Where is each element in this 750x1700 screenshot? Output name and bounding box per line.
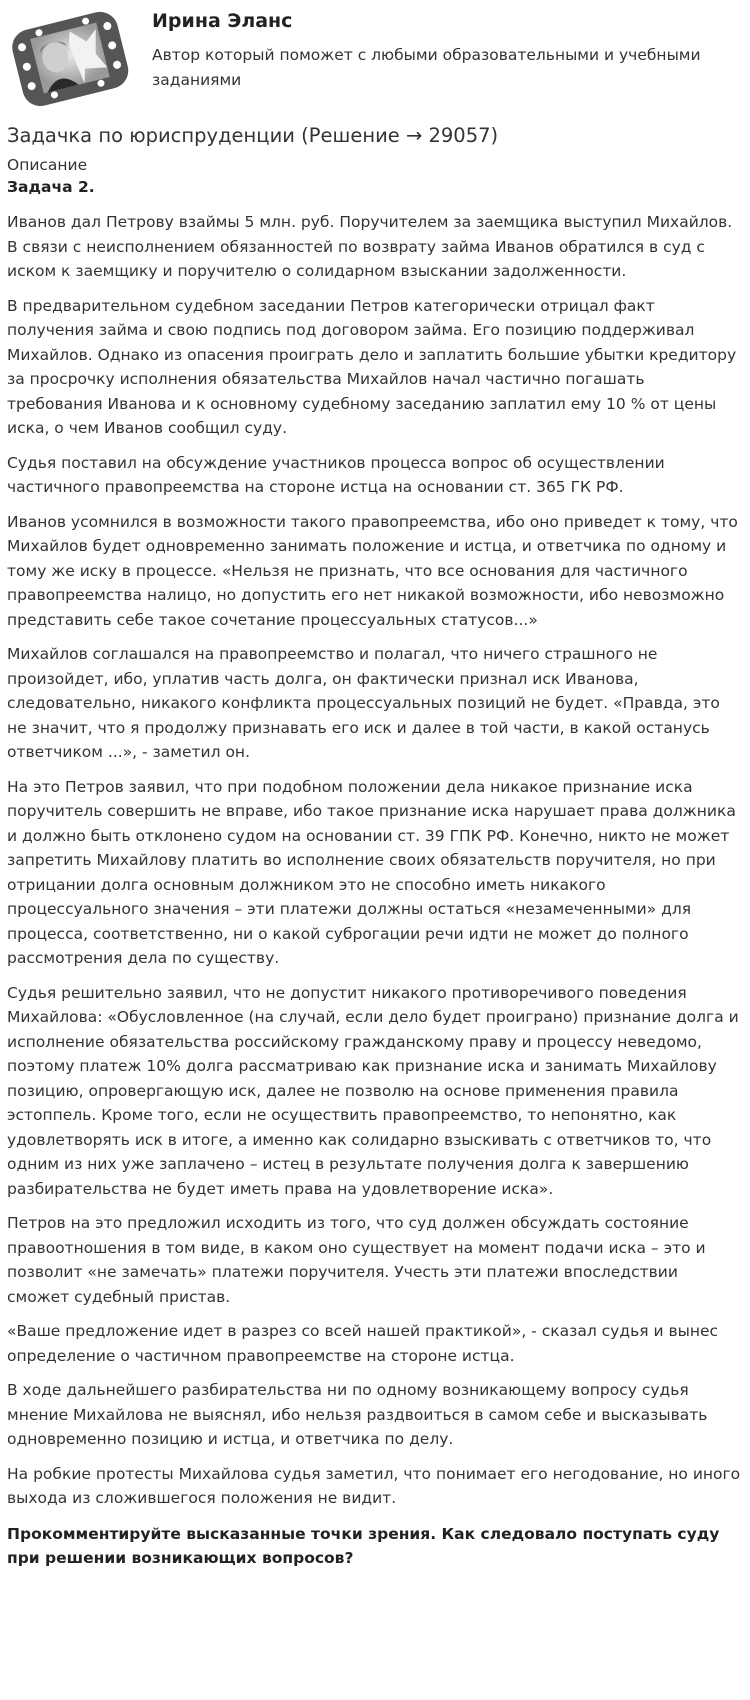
paragraph: Судья решительно заявил, что не допустит никакого противоречивого поведения Михайлова: «Обусловленное (на случай, если дело будет проиграно) признание долга и исполнение обязательства российскому гражданскому праву и процессу неведомо, поэтому платеж 10% долга рассматриваю как признание иска и занимать Михайлову позицию, опровергающую иск, далее не позволю на основе применения правила эстоппель. Кроме того, если не осуществить правопреемство, то непонятно, как удовлетворять иск в итоге, а именно как солидарно взыскивать с ответчиков то, что одним из них уже заплачено – истец в результате получения долга к завершению разбирательства не будет иметь права на удовлетворение иска».: [7, 983, 739, 1198]
task-heading: Задача 2.: [7, 178, 95, 196]
author-name[interactable]: Ирина Эланс: [152, 10, 293, 32]
paragraph: На робкие протесты Михайлова судья заметил, что понимает его негодование, но иного выхода из сложившегося положения не видит.: [7, 1464, 741, 1507]
paragraph: В предварительном судебном заседании Петров категорически отрицал факт получения займа и свою подпись под договором займа. Его позицию поддерживал Михайлов. Однако из опасения проиграть дело и заплатить большие убытки кредитору за просрочку исполнения обязательства Михайлов начал частично погашать требования Иванова и к основному судебному заседанию заплатил ему 10 % от цены иска, о чем Иванов сообщил суду.: [7, 296, 737, 437]
author-avatar[interactable]: [6, 6, 134, 110]
paragraph: На это Петров заявил, что при подобном положении дела никакое признание иска поручитель совершить не вправе, ибо такое признание иска нарушает права должника и должно быть отклонено судом на основании ст. 39 ГПК РФ. Конечно, никто не может запретить Михайлову платить во исполнение своих обязательств поручителя, но при отрицании долга основным должником это не способно иметь никакого процессуального значения – эти платежи должны остаться «незамеченными» для процесса, соответственно, ни о какой суброгации речи идти не может до полного рассмотрения дела по существу.: [7, 777, 736, 967]
paragraph: Судья поставил на обсуждение участников процесса вопрос об осуществлении частичного правопреемства на стороне истца на основании ст. 365 ГК РФ.: [7, 453, 665, 496]
author-card: [0, 0, 750, 118]
paragraph: Иванов усомнился в возможности такого правопреемства, ибо оно приведет к тому, что Михайлов будет одновременно занимать положение и истца, и ответчика по одному и тому же иску в процессе. «Нельзя не признать, что все основания для частичного правопреемства налицо, но допустить его нет никакой возможности, ибо невозможно представить себе такое сочетание процессуальных статусов...»: [7, 512, 738, 629]
avatar-photo-icon: [6, 6, 134, 110]
paragraph: Михайлов соглашался на правопреемство и полагал, что ничего страшного не произойдет, ибо, уплатив часть долга, он фактически признал иск Иванова, следовательно, никакого конфликта процессуальных позиций не будет. «Правда, это не значит, что я продолжу признавать его иск и далее в той части, в какой останусь ответчиком ...», - заметил он.: [7, 645, 720, 761]
description-label: Описание: [7, 156, 88, 174]
task-content: [0, 154, 750, 1571]
paragraph: В ходе дальнейшего разбирательства ни по одному возникающему вопросу судья мнение Михайлова не выяснял, ибо нельзя раздвоиться в самом себе и высказывать одновременно позицию и истца, и ответчика по делу.: [7, 1381, 708, 1448]
page-title: Задачка по юриспруденции (Решение → 29057): [7, 124, 499, 147]
paragraph: Петров на это предложил исходить из того, что суд должен обсуждать состояние правоотношения в том виде, в каком оно существует на момент подачи иска – это и позволит «не замечать» платежи поручителя. Учесть эти платежи впоследствии сможет судебный пристав.: [7, 1214, 706, 1306]
paragraph: «Ваше предложение идет в разрез со всей нашей практикой», - сказал судья и вынес определение о частичном правопреемстве на стороне истца.: [7, 1322, 719, 1365]
paragraph: Иванов дал Петрову взаймы 5 млн. руб. Поручителем за заемщика выступил Михайлов. В связи с неисполнением обязанностей по возврату займа Иванов обратился в суд с иском к заемщику и поручителю о солидарном взыскании задолженности.: [7, 213, 733, 280]
task-question: Прокомментируйте высказанные точки зрения. Как следовало поступать суду при решении возникающих вопросов?: [7, 1524, 720, 1567]
author-description: Автор который поможет с любыми образовательными и учебными заданиями: [152, 46, 701, 89]
